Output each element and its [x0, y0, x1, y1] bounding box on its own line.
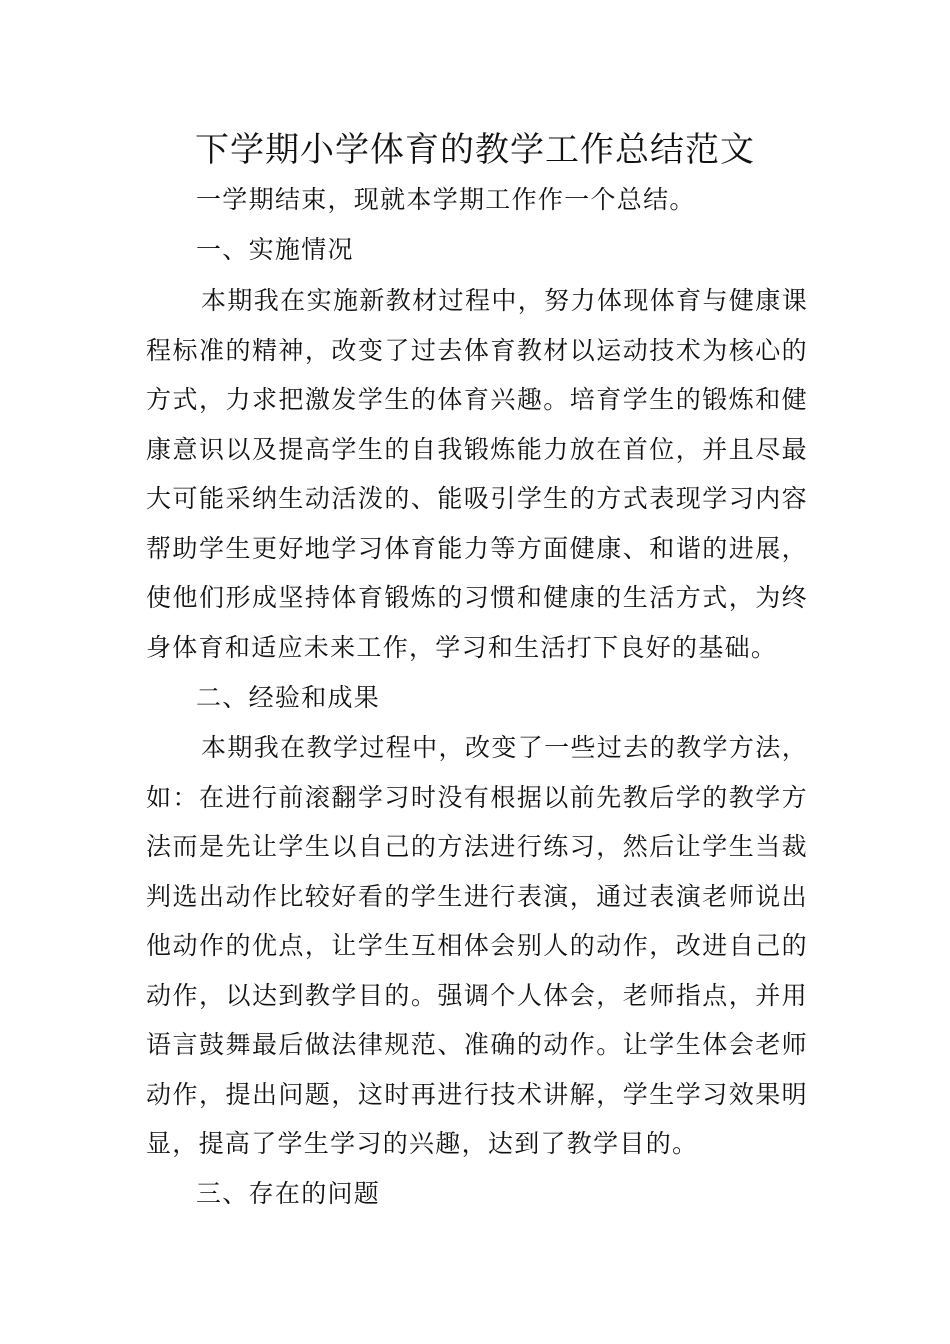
section-heading-experience: 二、经验和成果: [196, 683, 381, 712]
section-paragraph-implementation: 本期我在实施新教材过程中，努力体现体育与健康课程标准的精神，改变了过去体育教材以运动技术为核心的方式，力求把激发学生的体育兴趣。培育学生的锻炼和健康意识以及提高学生的自我锻炼能力放在首位，并且尽最大可能采纳生动活泼的、能吸引学生的方式表现学习内容帮助学生更好地学习体育能力等方面健康、和谐的进展，使他们形成坚持体育锻炼的习惯和健康的生活方式，为终身体育和适应未来工作，学习和生活打下良好的基础。: [146, 286, 808, 662]
section-heading-implementation: 一、实施情况: [196, 235, 354, 264]
document-title: 下学期小学体育的教学工作总结范文: [195, 130, 755, 170]
section-heading-problems: 三、存在的问题: [196, 1179, 381, 1208]
intro-paragraph: 一学期结束，现就本学期工作作一个总结。: [196, 185, 696, 214]
section-paragraph-experience: 本期我在教学过程中，改变了一些过去的教学方法，如：在进行前滚翻学习时没有根据以前先教后学的教学方法而是先让学生以自己的方法进行练习，然后让学生当裁判选出动作比较好看的学生进行表演，通过表演老师说出他动作的优点，让学生互相体会别人的动作，改进自己的动作，以达到教学目的。强调个人体会，老师指点，并用语言鼓舞最后做法律规范、准确的动作。让学生体会老师动作，提出问题，这时再进行技术讲解，学生学习效果明显，提高了学生学习的兴趣，达到了教学目的。: [146, 733, 808, 1158]
